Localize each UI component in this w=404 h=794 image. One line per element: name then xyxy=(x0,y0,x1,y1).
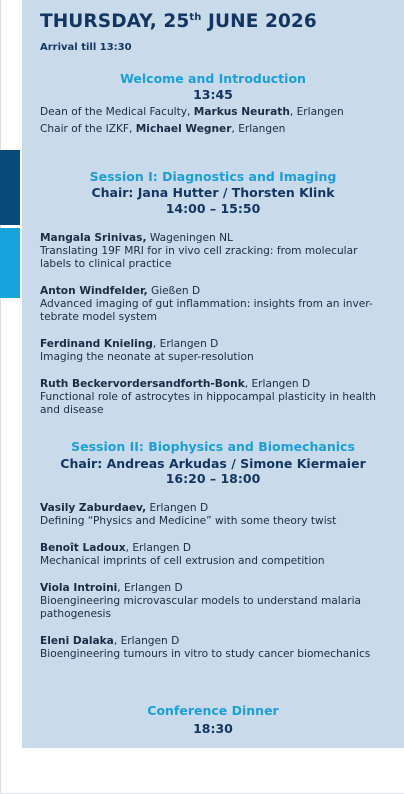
talk-title: Translating 19F MRI for in vivo cell zracking: from molecular xyxy=(40,245,358,257)
dinner-time: 18:30 xyxy=(193,721,233,736)
welcome-time: 13:45 xyxy=(193,87,233,102)
accent-bar-dark xyxy=(0,150,20,225)
talk-title: and disease xyxy=(40,404,104,416)
talk-title: pathogenesis xyxy=(40,608,112,620)
dinner-title: Conference Dinner xyxy=(147,703,279,718)
talk-title: Functional role of astrocytes in hippocampal plasticity in health xyxy=(40,391,376,403)
welcome-speaker-line: Chair of the IZKF, Michael Wegner, Erlangen xyxy=(40,123,286,135)
talk-speaker: Mangala Srinivas, Wageningen NL xyxy=(40,232,233,244)
talk-speaker: Vasily Zaburdaev, Erlangen D xyxy=(40,502,209,514)
talk-title: Imaging the neonate at super-resolution xyxy=(40,351,254,363)
talk-title: tebrate model system xyxy=(40,311,157,323)
talk-speaker: Ruth Beckervordersandforth-Bonk, Erlangen D xyxy=(40,378,311,390)
accent-bar-light xyxy=(0,228,20,298)
session2-time: 16:20 – 18:00 xyxy=(165,471,261,486)
talk-speaker: Eleni Dalaka, Erlangen D xyxy=(40,635,180,647)
session1-time: 14:00 – 15:50 xyxy=(165,201,261,216)
talk-speaker: Benoît Ladoux, Erlangen D xyxy=(40,542,192,554)
talk-title: Bioengineering microvascular models to understand malaria xyxy=(40,595,362,607)
day-heading: THURSDAY, 25th JUNE 2026 xyxy=(40,11,317,32)
talk-speaker: Ferdinand Knieling, Erlangen D xyxy=(40,338,219,350)
page-border-left xyxy=(0,0,1,794)
talk-title: Defining “Physics and Medicine” with some theory twist xyxy=(40,515,337,527)
talk-speaker: Viola Introini, Erlangen D xyxy=(40,582,183,594)
session2-chair: Chair: Andreas Arkudas / Simone Kiermaier xyxy=(60,456,366,471)
welcome-speaker-line: Dean of the Medical Faculty, Markus Neurath, Erlangen xyxy=(40,106,344,118)
session2-title: Session II: Biophysics and Biomechanics xyxy=(71,439,355,454)
talk-title: labels to clinical practice xyxy=(40,258,172,270)
session1-title: Session I: Diagnostics and Imaging xyxy=(89,169,337,184)
arrival-time: Arrival till 13:30 xyxy=(40,42,132,53)
session1-chair: Chair: Jana Hutter / Thorsten Klink xyxy=(91,185,335,200)
talk-speaker: Anton Windfelder, Gießen D xyxy=(40,285,201,297)
talk-title: Mechanical imprints of cell extrusion and competition xyxy=(40,555,325,567)
welcome-title: Welcome and Introduction xyxy=(120,71,306,86)
talk-title: Bioengineering tumours in vitro to study cancer biomechanics xyxy=(40,648,371,660)
talk-title: Advanced imaging of gut inflammation: insights from an inver- xyxy=(40,298,373,310)
